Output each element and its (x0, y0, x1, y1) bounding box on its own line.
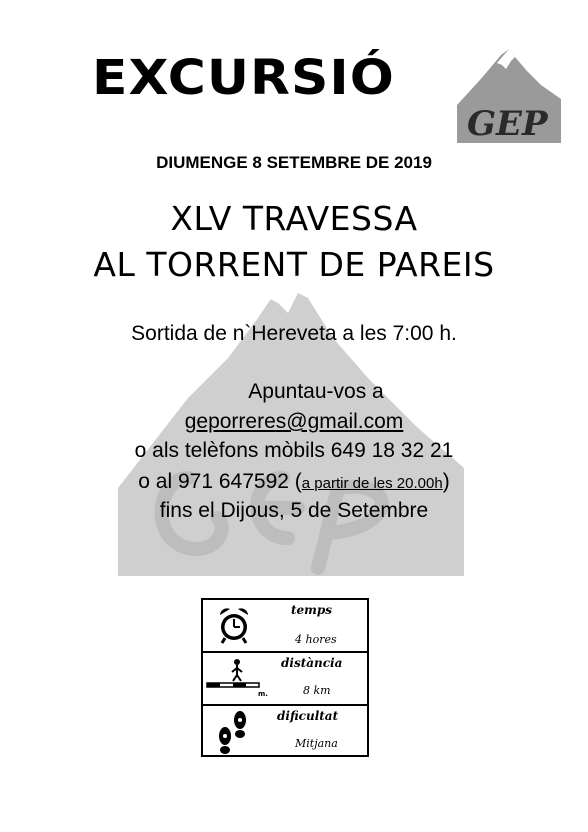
heading-line-1: XLV TRAVESSA (170, 199, 418, 238)
footprints-icon (215, 708, 251, 756)
time-label: temps (291, 603, 333, 617)
phone-suffix: ) (442, 470, 450, 493)
distance-value: 8 km (303, 684, 331, 697)
landline-phone (0, 468, 588, 498)
signup-intro: Apuntau-vos a (248, 380, 384, 403)
time-value: 4 hores (295, 633, 337, 646)
heading-line-2: AL TORRENT DE PAREIS (93, 245, 495, 284)
departure-text: Sortida de n`Hereveta a les 7:00 h. (131, 322, 457, 345)
phone-prefix: o al 971 647592 ( (138, 470, 302, 493)
mobile-phones: o als telèfons mòbils 649 18 32 21 (134, 439, 454, 462)
event-date: DIUMENGE 8 SETEMBRE DE 2019 (156, 153, 432, 172)
signup-deadline: fins el Dijous, 5 de Setembre (159, 499, 429, 522)
mountain-logo (457, 43, 561, 143)
email-link[interactable]: geporreres@gmail.com (184, 410, 404, 433)
logo-text: GEP (467, 104, 548, 143)
distance-row (203, 651, 367, 704)
difficulty-value: Mitjana (295, 737, 338, 750)
difficulty-row (203, 704, 367, 757)
hiker-ruler-icon (205, 657, 269, 697)
hike-info-box (201, 598, 369, 757)
phone-note: a partir de les 20.00h (301, 475, 443, 492)
distance-scale-unit: m. (258, 690, 268, 697)
event-heading (0, 196, 588, 288)
gep-watermark (118, 238, 464, 576)
page-title: EXCURSIÓ (92, 50, 395, 106)
time-row (203, 600, 367, 651)
distance-label: distància (281, 656, 343, 670)
difficulty-label: dificultat (277, 709, 339, 723)
alarm-clock-icon (217, 606, 251, 644)
